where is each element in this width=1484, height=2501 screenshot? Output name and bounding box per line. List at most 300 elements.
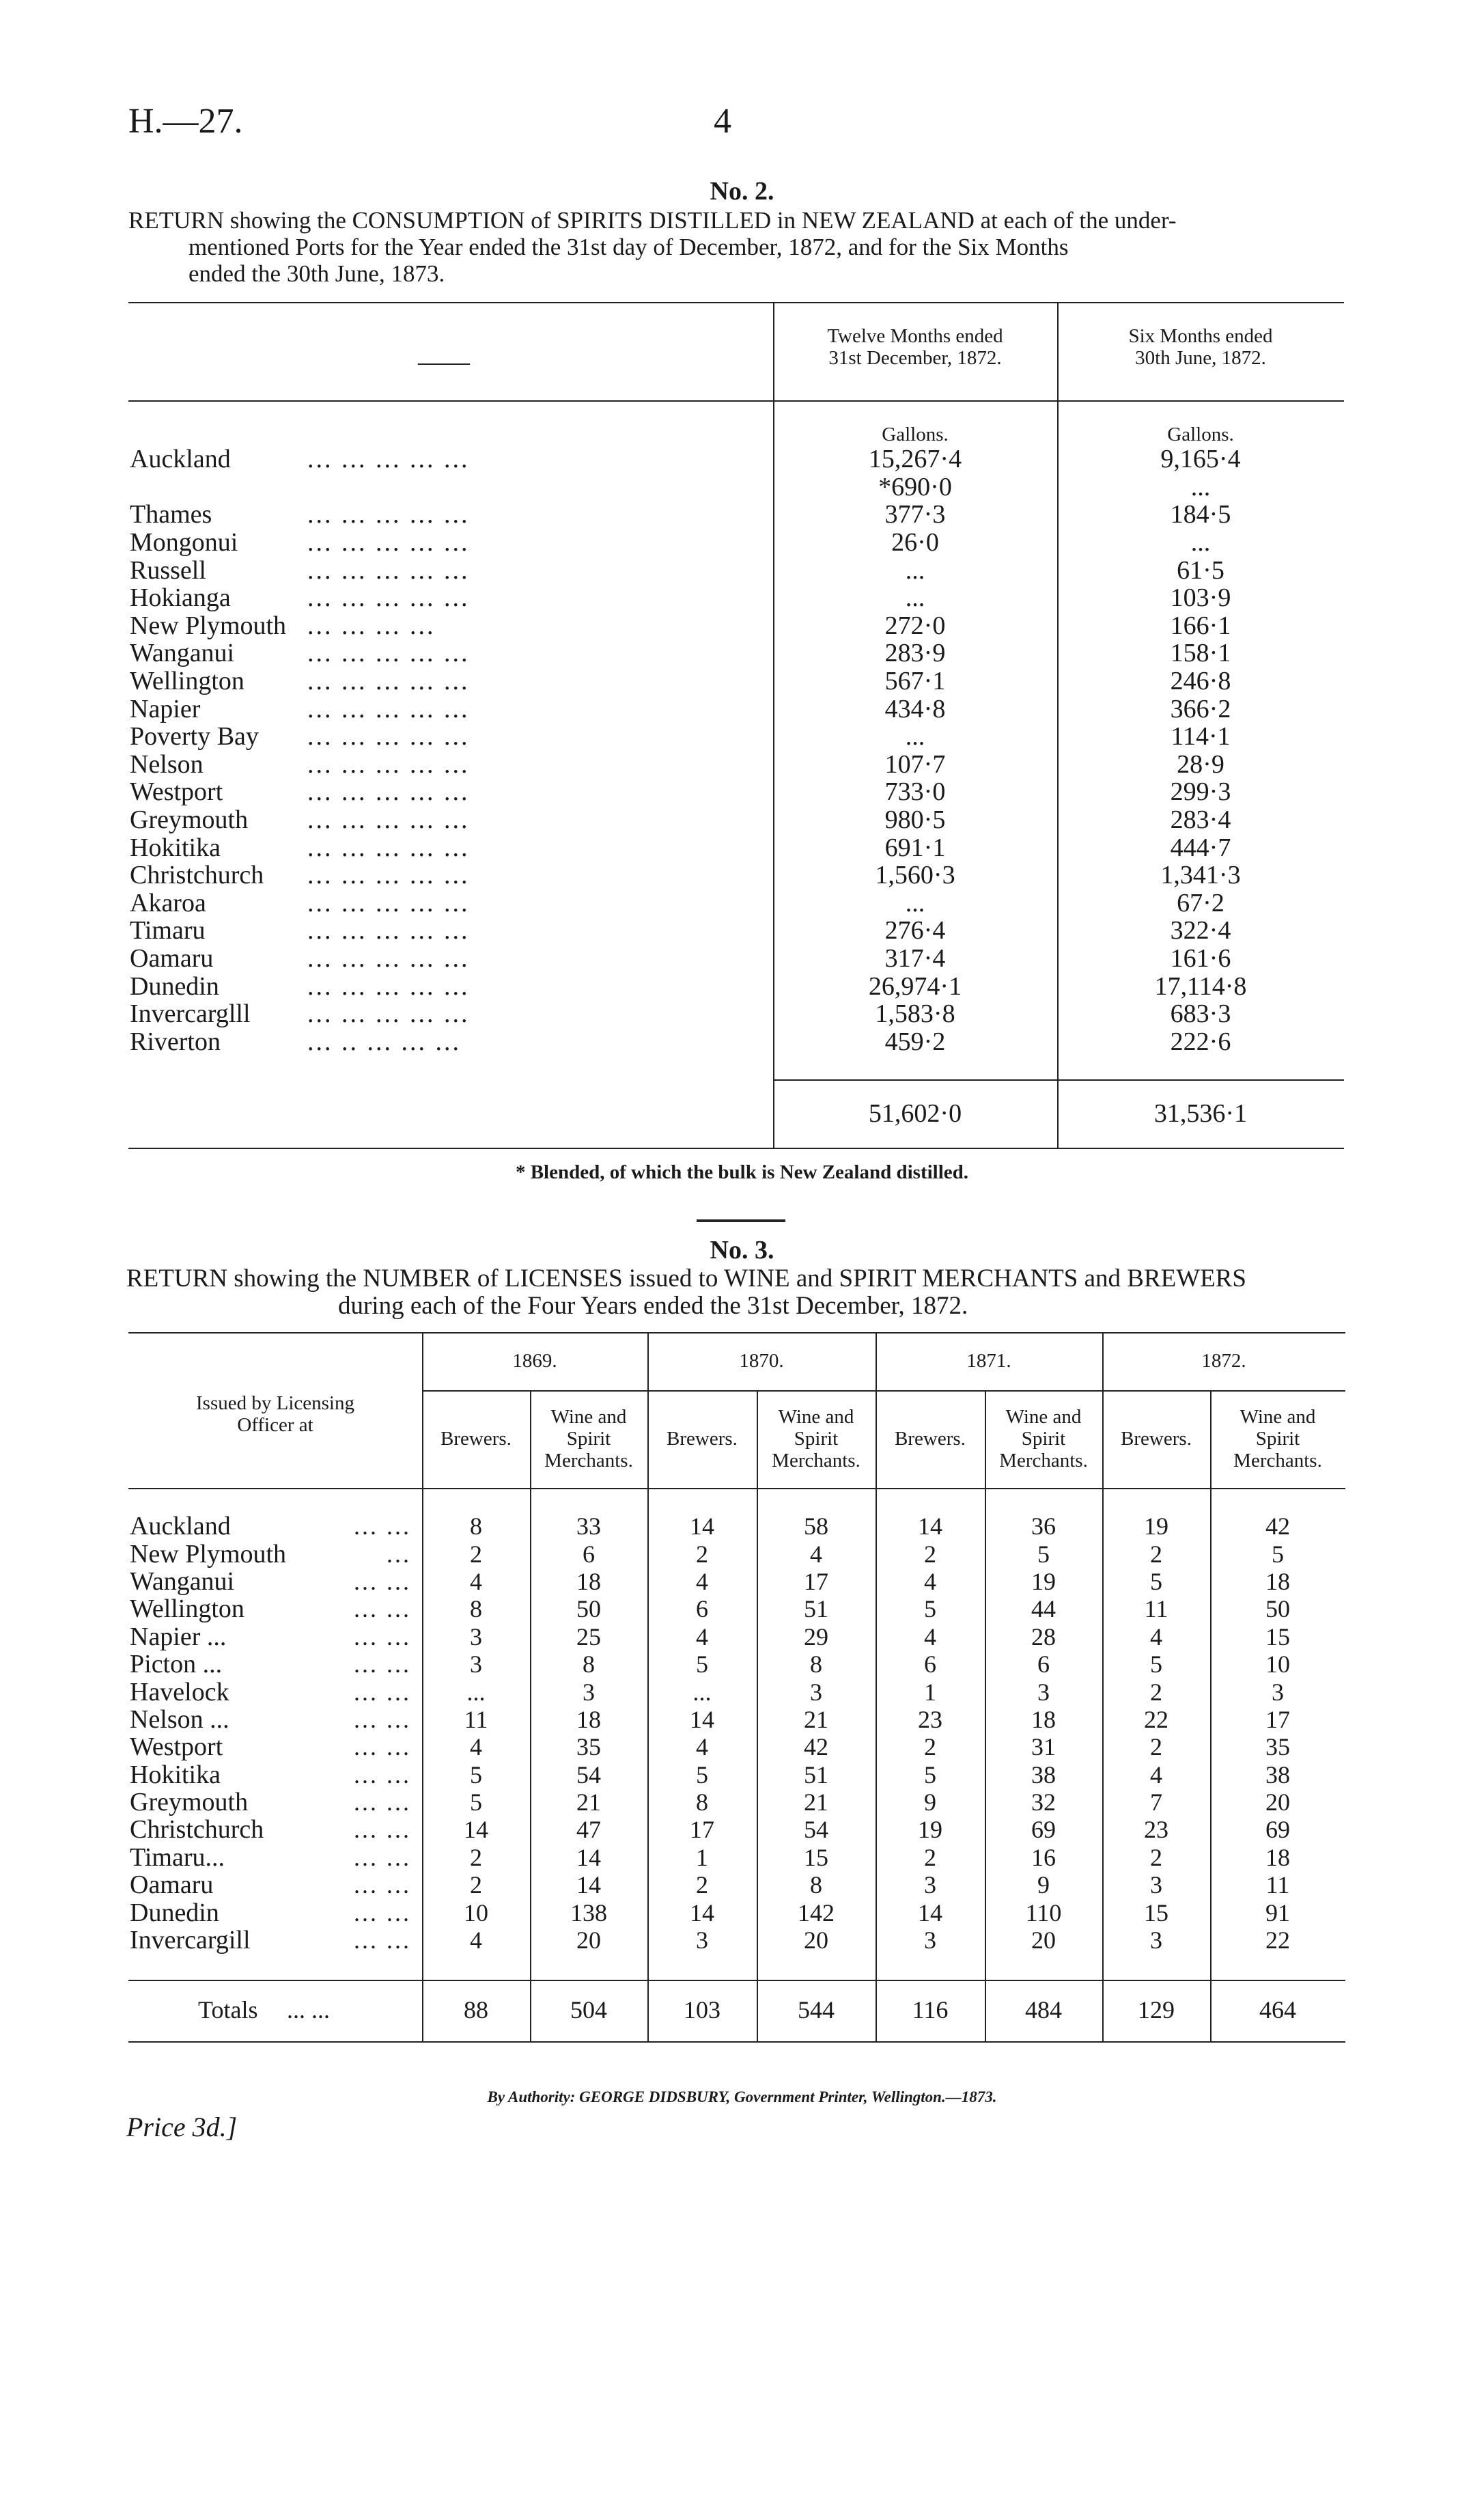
licensing-row bbox=[130, 1512, 1345, 1540]
leader-dots: ... ... ... ... ... bbox=[307, 639, 470, 668]
table3-year-1870: 1870. bbox=[739, 1350, 784, 1372]
brewers-header: Brewers. bbox=[440, 1428, 512, 1450]
license-count: 31 bbox=[1031, 1733, 1056, 1761]
leader-dots: ... ... bbox=[354, 1678, 411, 1706]
licensing-row bbox=[130, 1871, 1345, 1898]
license-count: 1 bbox=[924, 1678, 936, 1706]
license-count: 4 bbox=[1150, 1622, 1162, 1650]
twelve-months-value: 733·0 bbox=[884, 777, 946, 807]
table3-total-cell: 88 bbox=[464, 1996, 488, 2024]
license-count: 4 bbox=[1150, 1760, 1162, 1788]
license-count: 8 bbox=[583, 1650, 595, 1678]
twelve-months-value: 107·7 bbox=[884, 749, 946, 779]
port-row bbox=[130, 723, 1344, 751]
port-name: Mongonui bbox=[130, 528, 238, 557]
license-count: 2 bbox=[1150, 1540, 1162, 1568]
twelve-months-value: 691·1 bbox=[884, 833, 946, 862]
license-count: 28 bbox=[1031, 1622, 1056, 1650]
leader-dots: ... ... bbox=[354, 1760, 411, 1788]
officer-name: Hokitika bbox=[130, 1760, 221, 1789]
table2-number: No. 2. bbox=[710, 177, 774, 206]
license-count: 110 bbox=[1025, 1898, 1062, 1926]
table3-totals-dots: ... ... bbox=[287, 1996, 330, 2024]
licensing-row bbox=[130, 1568, 1345, 1595]
table3-year-1869: 1869. bbox=[512, 1350, 557, 1372]
port-row bbox=[130, 501, 1344, 529]
license-count: 8 bbox=[470, 1512, 482, 1540]
officer-name: Christchurch bbox=[130, 1815, 264, 1844]
table3-top-rule bbox=[128, 1332, 1345, 1334]
port-name: Christchurch bbox=[130, 861, 264, 890]
license-count: 4 bbox=[924, 1622, 936, 1650]
six-months-value: 28·9 bbox=[1177, 749, 1224, 779]
port-name: Akaroa bbox=[130, 888, 206, 917]
license-count: 14 bbox=[918, 1512, 942, 1540]
leader-dots: ... ... bbox=[354, 1843, 411, 1871]
table3-total-cell: 484 bbox=[1025, 1996, 1062, 2024]
port-name: Riverton bbox=[130, 1027, 221, 1056]
twelve-months-value: 1,583·8 bbox=[875, 999, 955, 1029]
table3-officer-header-line-2: Officer at bbox=[237, 1414, 313, 1436]
port-name: Nelson bbox=[130, 749, 204, 779]
license-count: 14 bbox=[464, 1816, 488, 1844]
six-months-value: 283·4 bbox=[1170, 805, 1231, 835]
officer-name: Oamaru bbox=[130, 1870, 214, 1900]
license-count: 33 bbox=[576, 1512, 601, 1540]
six-months-value: 161·6 bbox=[1170, 943, 1231, 973]
wine-spirit-header-line: Wine and bbox=[550, 1406, 627, 1428]
leader-dots: ... ... bbox=[354, 1650, 411, 1678]
leader-dots: ... ... ... ... ... bbox=[307, 694, 470, 723]
port-name: Hokianga bbox=[130, 583, 231, 613]
twelve-months-value: 283·9 bbox=[884, 639, 946, 668]
license-count: 38 bbox=[1265, 1760, 1290, 1788]
brewers-header: Brewers. bbox=[1121, 1428, 1192, 1450]
license-count: 22 bbox=[1265, 1926, 1290, 1954]
licensing-row bbox=[130, 1816, 1345, 1843]
table3-total-cell: 103 bbox=[684, 1996, 720, 2024]
leader-dots: ... ... ... ... ... bbox=[307, 528, 470, 557]
twelve-months-value: 26,974·1 bbox=[868, 971, 962, 1001]
twelve-months-value: 1,560·3 bbox=[875, 861, 955, 890]
license-count: 3 bbox=[810, 1678, 822, 1706]
port-name bbox=[130, 473, 294, 501]
price: Price 3d.] bbox=[126, 2112, 238, 2142]
officer-name: New Plymouth bbox=[130, 1539, 287, 1569]
license-count: 42 bbox=[804, 1733, 828, 1761]
leader-dots: ... ... ... ... ... bbox=[307, 445, 470, 474]
license-count: 6 bbox=[1037, 1650, 1050, 1678]
leader-dots: ... ... ... ... ... bbox=[307, 916, 470, 945]
leader-dots: ... ... bbox=[354, 1788, 411, 1816]
twelve-months-value: 567·1 bbox=[884, 667, 946, 696]
license-count: 2 bbox=[470, 1871, 482, 1899]
license-count: 15 bbox=[1144, 1898, 1168, 1926]
license-count: 4 bbox=[470, 1926, 482, 1954]
port-name: Hokitika bbox=[130, 833, 221, 862]
table3-year-1871: 1871. bbox=[966, 1350, 1011, 1372]
table2-col2-header bbox=[1057, 325, 1344, 369]
license-count: 3 bbox=[470, 1650, 482, 1678]
license-count: 18 bbox=[1265, 1567, 1290, 1595]
leader-dots: ... ... bbox=[354, 1512, 411, 1540]
license-count: 69 bbox=[1031, 1816, 1056, 1844]
license-count: 35 bbox=[1265, 1733, 1290, 1761]
license-count: 32 bbox=[1031, 1788, 1056, 1816]
license-count: 58 bbox=[804, 1512, 828, 1540]
license-count: 19 bbox=[1144, 1512, 1168, 1540]
license-count: 91 bbox=[1265, 1898, 1290, 1926]
table2-col1-header-line-2: 31st December, 1872. bbox=[828, 347, 1002, 369]
license-count: 3 bbox=[1150, 1926, 1162, 1954]
licensing-row bbox=[130, 1733, 1345, 1760]
license-count: 5 bbox=[1150, 1650, 1162, 1678]
license-count: 5 bbox=[696, 1760, 708, 1788]
license-count: 3 bbox=[696, 1926, 708, 1954]
twelve-months-value: 317·4 bbox=[884, 943, 946, 973]
port-row bbox=[130, 861, 1344, 889]
wine-spirit-merchants-header bbox=[985, 1406, 1102, 1471]
port-row bbox=[130, 945, 1344, 973]
licensing-row bbox=[130, 1844, 1345, 1871]
license-count: 8 bbox=[810, 1650, 822, 1678]
license-count: 16 bbox=[1031, 1843, 1056, 1871]
license-count: 19 bbox=[918, 1816, 942, 1844]
license-count: 23 bbox=[1144, 1816, 1168, 1844]
table2-header-rule bbox=[128, 400, 1344, 402]
brewers-header: Brewers. bbox=[667, 1428, 738, 1450]
license-count: 5 bbox=[1037, 1540, 1050, 1568]
leader-dots: ... ... ... ... ... bbox=[307, 805, 470, 835]
officer-name: Havelock bbox=[130, 1677, 229, 1707]
table2-totals-rule bbox=[773, 1079, 1344, 1081]
license-count: 2 bbox=[696, 1540, 708, 1568]
license-count: 14 bbox=[918, 1898, 942, 1926]
license-count: 36 bbox=[1031, 1512, 1056, 1540]
twelve-months-value: 26·0 bbox=[891, 528, 939, 557]
officer-name: Invercargill bbox=[130, 1926, 251, 1955]
license-count: 3 bbox=[1037, 1678, 1050, 1706]
leader-dots: ... ... ... ... ... bbox=[307, 861, 470, 890]
license-count: 51 bbox=[804, 1595, 828, 1623]
licensing-row bbox=[130, 1595, 1345, 1622]
port-name: Timaru bbox=[130, 916, 206, 945]
officer-name: Nelson ... bbox=[130, 1704, 229, 1734]
table2-col0-header: —— bbox=[418, 348, 470, 376]
licensing-row bbox=[130, 1678, 1345, 1705]
license-count: 29 bbox=[804, 1622, 828, 1650]
port-row bbox=[130, 778, 1344, 806]
port-row bbox=[130, 695, 1344, 723]
license-count: 2 bbox=[470, 1540, 482, 1568]
license-count: 23 bbox=[918, 1705, 942, 1733]
port-row bbox=[130, 529, 1344, 557]
leader-dots: ... ... ... ... ... bbox=[307, 749, 470, 779]
twelve-months-value: 980·5 bbox=[884, 805, 946, 835]
licensing-row bbox=[130, 1706, 1345, 1733]
table3-title-line-1: RETURN showing the NUMBER of LICENSES issued to WINE and SPIRIT MERCHANTS and BREWERS bbox=[126, 1265, 1247, 1293]
license-count: ... bbox=[466, 1678, 486, 1706]
table2-total-twelve: 51,602·0 bbox=[868, 1099, 962, 1128]
port-row bbox=[130, 639, 1344, 667]
officer-name: Wanganui bbox=[130, 1566, 235, 1596]
license-count: 9 bbox=[924, 1788, 936, 1816]
license-count: ... bbox=[692, 1678, 712, 1706]
license-count: 4 bbox=[470, 1567, 482, 1595]
six-months-value: 444·7 bbox=[1170, 833, 1231, 862]
license-count: 2 bbox=[924, 1733, 936, 1761]
license-count: 5 bbox=[924, 1595, 936, 1623]
license-count: 138 bbox=[570, 1898, 607, 1926]
license-count: 44 bbox=[1031, 1595, 1056, 1623]
table3-officer-header bbox=[128, 1392, 422, 1436]
port-name: Napier bbox=[130, 694, 201, 723]
license-count: 51 bbox=[804, 1760, 828, 1788]
table2-footnote: * Blended, of which the bulk is New Zealand distilled. bbox=[515, 1161, 969, 1183]
port-name: Thames bbox=[130, 500, 212, 529]
license-count: 4 bbox=[696, 1622, 708, 1650]
twelve-months-value: 377·3 bbox=[884, 500, 946, 529]
license-count: 3 bbox=[1272, 1678, 1284, 1706]
license-count: 14 bbox=[690, 1898, 714, 1926]
license-count: 8 bbox=[810, 1871, 822, 1899]
six-months-value: 67·2 bbox=[1177, 888, 1224, 917]
license-count: 3 bbox=[924, 1926, 936, 1954]
licensing-row bbox=[130, 1650, 1345, 1678]
wine-spirit-merchants-header bbox=[757, 1406, 876, 1471]
leader-dots: ... ... ... ... ... bbox=[307, 999, 470, 1029]
table3-officer-header-line-1: Issued by Licensing bbox=[196, 1392, 354, 1414]
license-count: 15 bbox=[1265, 1622, 1290, 1650]
leader-dots: ... ... ... ... bbox=[307, 611, 436, 640]
license-count: 11 bbox=[464, 1705, 488, 1733]
table3-total-cell: 129 bbox=[1138, 1996, 1175, 2024]
license-count: 5 bbox=[1150, 1567, 1162, 1595]
wine-spirit-merchants-header bbox=[1210, 1406, 1345, 1471]
twelve-months-value: *690·0 bbox=[878, 472, 952, 501]
licensing-row bbox=[130, 1788, 1345, 1816]
port-name: Russell bbox=[130, 555, 206, 585]
wine-spirit-header-line: Merchants. bbox=[1233, 1450, 1322, 1471]
leader-dots: ... ... ... ... ... bbox=[307, 667, 470, 696]
license-count: 20 bbox=[804, 1926, 828, 1954]
license-count: 4 bbox=[470, 1733, 482, 1761]
port-row bbox=[130, 751, 1344, 779]
table3-totals-rule bbox=[128, 1980, 1345, 1981]
license-count: 15 bbox=[804, 1843, 828, 1871]
table3-body bbox=[130, 1512, 1345, 1954]
table2-col2-header-line-1: Six Months ended bbox=[1128, 325, 1273, 347]
leader-dots: ... ... ... ... ... bbox=[307, 833, 470, 862]
license-count: 11 bbox=[1144, 1595, 1168, 1623]
license-count: 25 bbox=[576, 1622, 601, 1650]
license-count: 14 bbox=[690, 1512, 714, 1540]
twelve-months-value: ... bbox=[905, 583, 925, 613]
twelve-months-value: 434·8 bbox=[884, 694, 946, 723]
license-count: 6 bbox=[696, 1595, 708, 1623]
wine-spirit-header-line: Spirit bbox=[1021, 1428, 1066, 1450]
section-separator bbox=[697, 1219, 785, 1222]
license-count: 5 bbox=[1272, 1540, 1284, 1568]
port-row bbox=[130, 473, 1344, 501]
six-months-value: 158·1 bbox=[1170, 639, 1231, 668]
leader-dots: ... ... ... ... ... bbox=[307, 583, 470, 613]
license-count: 2 bbox=[924, 1540, 936, 1568]
license-count: 38 bbox=[1031, 1760, 1056, 1788]
port-name: Poverty Bay bbox=[130, 722, 259, 751]
leader-dots: ... .. ... ... ... bbox=[307, 1027, 461, 1056]
licensing-row bbox=[130, 1761, 1345, 1788]
twelve-months-value: ... bbox=[905, 888, 925, 917]
wine-spirit-header-line: Merchants. bbox=[544, 1450, 633, 1471]
port-name: Wellington bbox=[130, 667, 244, 696]
wine-spirit-header-line: Merchants. bbox=[999, 1450, 1088, 1471]
license-count: 50 bbox=[576, 1595, 601, 1623]
leader-dots: ... bbox=[387, 1540, 411, 1568]
port-row bbox=[130, 972, 1344, 1000]
six-months-value: 17,114·8 bbox=[1154, 971, 1247, 1001]
six-months-value: 299·3 bbox=[1170, 777, 1231, 807]
table2-bottom-rule bbox=[128, 1148, 1344, 1149]
table2-col1-header-line-1: Twelve Months ended bbox=[827, 325, 1003, 347]
port-name: Oamaru bbox=[130, 943, 214, 973]
leader-dots: ... ... ... ... ... bbox=[307, 888, 470, 917]
port-row bbox=[130, 1000, 1344, 1028]
license-count: 18 bbox=[576, 1567, 601, 1595]
table3-bottom-rule bbox=[128, 2041, 1345, 2043]
license-count: 18 bbox=[1265, 1843, 1290, 1871]
six-months-value: 322·4 bbox=[1170, 916, 1231, 945]
leader-dots: ... ... ... ... ... bbox=[307, 722, 470, 751]
license-count: 2 bbox=[1150, 1843, 1162, 1871]
license-count: 17 bbox=[1265, 1705, 1290, 1733]
port-name: Dunedin bbox=[130, 971, 219, 1001]
license-count: 14 bbox=[690, 1705, 714, 1733]
port-row bbox=[130, 445, 1344, 473]
wine-spirit-merchants-header bbox=[530, 1406, 647, 1471]
page-number: 4 bbox=[714, 102, 731, 141]
leader-dots: ... ... bbox=[354, 1926, 411, 1954]
license-count: 19 bbox=[1031, 1567, 1056, 1595]
license-count: 3 bbox=[470, 1622, 482, 1650]
officer-name: Dunedin bbox=[130, 1898, 219, 1927]
officer-name: Auckland bbox=[130, 1512, 231, 1541]
port-row bbox=[130, 917, 1344, 945]
license-count: 3 bbox=[583, 1678, 595, 1706]
table3-totals-label: Totals bbox=[198, 1996, 258, 2024]
port-row bbox=[130, 806, 1344, 834]
officer-name: Napier ... bbox=[130, 1622, 227, 1651]
table2-title-line-3: ended the 30th June, 1873. bbox=[188, 260, 445, 287]
license-count: 4 bbox=[810, 1540, 822, 1568]
license-count: 18 bbox=[1031, 1705, 1056, 1733]
license-count: 17 bbox=[690, 1816, 714, 1844]
license-count: 6 bbox=[583, 1540, 595, 1568]
license-count: 4 bbox=[696, 1733, 708, 1761]
six-months-value: 61·5 bbox=[1177, 555, 1224, 585]
license-count: 50 bbox=[1265, 1595, 1290, 1623]
license-count: 5 bbox=[924, 1760, 936, 1788]
six-months-value: 222·6 bbox=[1170, 1027, 1231, 1056]
table3-title-line-2: during each of the Four Years ended the 31st December, 1872. bbox=[338, 1292, 968, 1320]
table2-title bbox=[128, 207, 1358, 287]
wine-spirit-header-line: Spirit bbox=[794, 1428, 839, 1450]
license-count: 3 bbox=[924, 1871, 936, 1899]
license-count: 47 bbox=[576, 1816, 601, 1844]
leader-dots: ... ... ... ... ... bbox=[307, 555, 470, 585]
port-row bbox=[130, 833, 1344, 861]
table2-units-twelve: Gallons. bbox=[882, 424, 949, 445]
table3-year-rule bbox=[422, 1390, 1345, 1392]
port-name: Invercarglll bbox=[130, 999, 251, 1029]
wine-spirit-header-line: Merchants. bbox=[772, 1450, 860, 1471]
port-name: Greymouth bbox=[130, 805, 249, 835]
six-months-value: 114·1 bbox=[1171, 722, 1231, 751]
license-count: 21 bbox=[576, 1788, 601, 1816]
license-count: 54 bbox=[804, 1816, 828, 1844]
port-name: New Plymouth bbox=[130, 611, 287, 640]
port-row bbox=[130, 667, 1344, 695]
license-count: 3 bbox=[1150, 1871, 1162, 1899]
port-row bbox=[130, 556, 1344, 584]
six-months-value: ... bbox=[1190, 472, 1211, 501]
table3-total-cell: 464 bbox=[1259, 1996, 1296, 2024]
license-count: 5 bbox=[470, 1788, 482, 1816]
license-count: 2 bbox=[1150, 1678, 1162, 1706]
imprint-text: By Authority: GEORGE DIDSBURY, Government Printer, Wellington.—1873. bbox=[487, 2088, 997, 2105]
license-count: 20 bbox=[1031, 1926, 1056, 1954]
table3-number: No. 3. bbox=[710, 1236, 774, 1265]
leader-dots: ... ... bbox=[354, 1898, 411, 1926]
license-count: 18 bbox=[576, 1705, 601, 1733]
twelve-months-value: 459·2 bbox=[884, 1027, 946, 1056]
table3-total-cell: 544 bbox=[798, 1996, 835, 2024]
license-count: 11 bbox=[1265, 1871, 1290, 1899]
license-count: 21 bbox=[804, 1705, 828, 1733]
license-count: 14 bbox=[576, 1843, 601, 1871]
license-count: 2 bbox=[696, 1871, 708, 1899]
twelve-months-value: 272·0 bbox=[884, 611, 946, 640]
six-months-value: 246·8 bbox=[1170, 667, 1231, 696]
wine-spirit-header-line: Spirit bbox=[566, 1428, 611, 1450]
license-count: 2 bbox=[470, 1843, 482, 1871]
port-name: Wanganui bbox=[130, 639, 235, 668]
license-count: 9 bbox=[1037, 1871, 1050, 1899]
licensing-row bbox=[130, 1898, 1345, 1926]
twelve-months-value: 276·4 bbox=[884, 916, 946, 945]
brewers-header: Brewers. bbox=[895, 1428, 966, 1450]
table3-year-1872: 1872. bbox=[1201, 1350, 1246, 1372]
license-count: 17 bbox=[804, 1567, 828, 1595]
wine-spirit-header-line: Wine and bbox=[1240, 1406, 1316, 1428]
table3-title bbox=[126, 1265, 1356, 1320]
port-name: Westport bbox=[130, 777, 223, 807]
six-months-value: 683·3 bbox=[1170, 999, 1231, 1029]
license-count: 21 bbox=[804, 1788, 828, 1816]
license-count: 10 bbox=[1265, 1650, 1290, 1678]
leader-dots: ... ... bbox=[354, 1622, 411, 1650]
license-count: 69 bbox=[1265, 1816, 1290, 1844]
license-count: 142 bbox=[798, 1898, 835, 1926]
table3-total-cell: 116 bbox=[912, 1996, 949, 2024]
licensing-row bbox=[130, 1926, 1345, 1954]
wine-spirit-header-line: Wine and bbox=[778, 1406, 854, 1428]
leader-dots: ... ... bbox=[354, 1595, 411, 1623]
six-months-value: 184·5 bbox=[1170, 500, 1231, 529]
twelve-months-value: ... bbox=[905, 555, 925, 585]
licensing-row bbox=[130, 1623, 1345, 1650]
officer-name: Timaru... bbox=[130, 1842, 225, 1872]
